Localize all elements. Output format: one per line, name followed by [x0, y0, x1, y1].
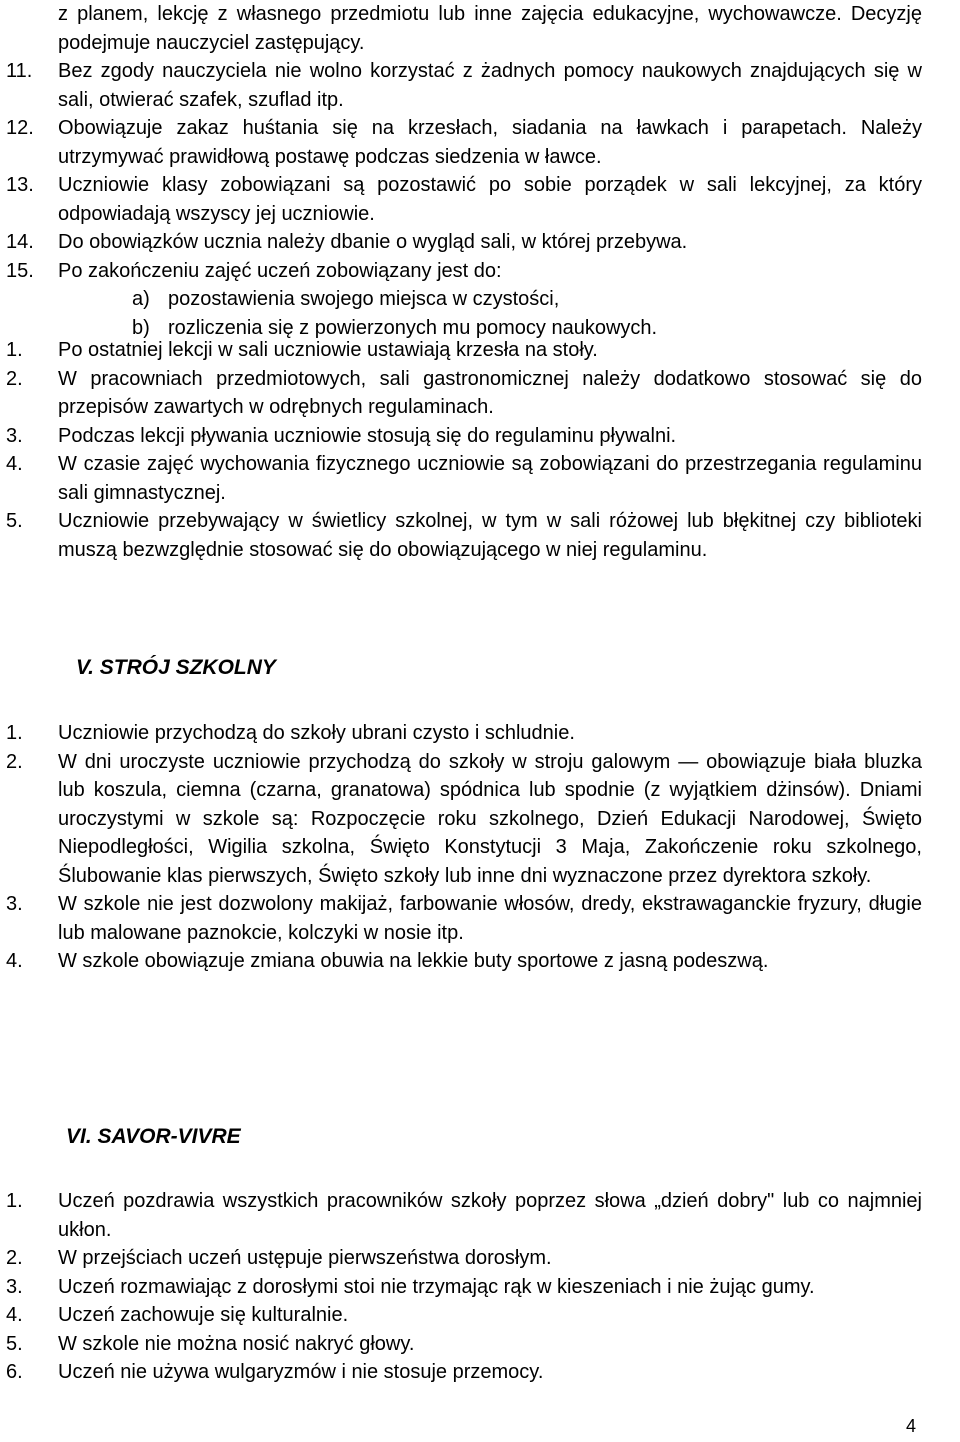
- list-item: [6, 422, 922, 451]
- list-item: [6, 57, 922, 114]
- item-number: 1.: [6, 339, 23, 361]
- item-text: Uczeń rozmawiając z dorosłymi stoi nie trzymając rąk w kieszeniach i nie żując gumy.: [58, 1275, 815, 1298]
- list-item: [6, 1358, 922, 1387]
- etiquette-list: [0, 1187, 922, 1387]
- item-number: 11.: [6, 60, 33, 82]
- item-number: 12.: [6, 117, 34, 139]
- item-text: W pracowniach przedmiotowych, sali gastronomicznej należy dodatkowo stosować się do przepisów zawartych w odrębnych regulaminach.: [58, 367, 922, 418]
- list-item: [6, 228, 922, 257]
- item-text: Po ostatniej lekcji w sali uczniowie ustawiają krzesła na stoły.: [58, 339, 598, 361]
- item-number: 5.: [6, 1332, 23, 1355]
- item-text: W dni uroczyste uczniowie przychodzą do szkoły w stroju galowym — obowiązuje biała bluzka lub koszula, ciemna (czarna, granatowa) spódnica lub spodnie (z wyjątkiem dżinsów). Dniami uroczystymi w szkole są: Rozpoczęcie roku szkolnego, Dzień Edukacji Narodowej, Święto Niepodległości, Wigilia szkolna, Święto Konstytucji 3 Maja, Zakończenie roku szkolnego, Ślubowanie klas pierwszych, Święto szkoły lub inne dni wyznaczone przez dyrektora szkoły.: [58, 750, 922, 887]
- item-number: 1.: [6, 722, 23, 744]
- list-item: [6, 947, 922, 976]
- item-number: 2.: [6, 750, 23, 773]
- list-item: [6, 1187, 922, 1244]
- list-item: [6, 171, 922, 228]
- item-text: W szkole nie jest dozwolony makijaż, farbowanie włosów, dredy, ekstrawaganckie fryzury, długie lub malowane paznokcie, kolczyki w nosie itp.: [58, 893, 922, 944]
- item-text: W szkole nie można nosić nakryć głowy.: [58, 1332, 415, 1355]
- item-text: Do obowiązków ucznia należy dbanie o wygląd sali, w której przebywa.: [58, 231, 688, 253]
- list-item: [6, 748, 922, 891]
- item-text: Uczeń pozdrawia wszystkich pracowników szkoły poprzez słowa „dzień dobry" lub co najmniej ukłon.: [58, 1190, 922, 1241]
- item-number: 15.: [6, 259, 34, 282]
- item-text: Bez zgody nauczyciela nie wolno korzystać z żadnych pomocy naukowych znajdujących się w sali, otwierać szafek, szuflad itp.: [58, 60, 922, 111]
- item-number: 3.: [6, 424, 23, 447]
- item-text: Podczas lekcji pływania uczniowie stosują się do regulaminu pływalni.: [58, 424, 677, 447]
- sub-item-text: pozostawienia swojego miejsca w czystości,: [168, 288, 560, 310]
- list-item: [6, 1273, 922, 1302]
- list-item: [6, 336, 922, 365]
- item-number: 14.: [6, 231, 34, 253]
- section-heading-v: V. STRÓJ SZKOLNY: [76, 656, 276, 679]
- rules-list-second: [0, 336, 922, 564]
- list-item: [6, 1301, 922, 1330]
- item-number: 3.: [6, 1275, 23, 1298]
- item-number: 2.: [6, 1247, 23, 1269]
- dress-code-list: [0, 719, 922, 976]
- sub-item-letter: a): [132, 288, 150, 310]
- item-text: W czasie zajęć wychowania fizycznego uczniowie są zobowiązani do przestrzegania regulaminu sali gimnastycznej.: [58, 453, 922, 504]
- item-number: 5.: [6, 510, 23, 532]
- list-item: [6, 257, 922, 286]
- item-number: 6.: [6, 1361, 23, 1383]
- sub-item-letter: b): [132, 316, 150, 339]
- item-number: 4.: [6, 1304, 23, 1326]
- item-text: Uczniowie przychodzą do szkoły ubrani czysto i schludnie.: [58, 722, 575, 744]
- rules-list-continued: [0, 57, 922, 342]
- item-text: W szkole obowiązuje zmiana obuwia na lekkie buty sportowe z jasną podeszwą.: [58, 950, 769, 972]
- section-heading-vi: VI. SAVOR-VIVRE: [66, 1125, 241, 1148]
- sub-list-item: [132, 285, 908, 314]
- item-text: Uczniowie przebywający w świetlicy szkolnej, w tym w sali różowej lub błękitnej czy biblioteki muszą bezwzględnie stosować się do obowiązującego w niej regulaminu.: [58, 510, 922, 561]
- item-number: 4.: [6, 453, 23, 475]
- page-number: 4: [905, 1416, 916, 1436]
- item-text: Obowiązuje zakaz huśtania się na krzesłach, siadania na ławkach i parapetach. Należy utrzymywać prawidłową postawę podczas siedzenia w ławce.: [58, 117, 922, 168]
- item-number: 1.: [6, 1190, 23, 1212]
- item-text: Uczeń zachowuje się kulturalnie.: [58, 1304, 349, 1326]
- item-number: 13.: [6, 174, 34, 196]
- item-text: Uczeń nie używa wulgaryzmów i nie stosuje przemocy.: [58, 1361, 544, 1383]
- list-item: [6, 1330, 922, 1359]
- item-text: W przejściach uczeń ustępuje pierwszeństwa dorosłym.: [58, 1247, 552, 1269]
- list-item: [6, 450, 922, 507]
- continuation-paragraph: [58, 0, 922, 57]
- item-text: Po zakończeniu zajęć uczeń zobowiązany jest do:: [58, 259, 502, 282]
- sub-item-text: rozliczenia się z powierzonych mu pomocy naukowych.: [168, 316, 658, 339]
- list-item: [6, 890, 922, 947]
- continuation-text: z planem, lekcję z własnego przedmiotu lub inne zajęcia edukacyjne, wychowawcze. Decyzję podejmuje nauczyciel zastępujący.: [58, 3, 922, 54]
- list-item: [6, 365, 922, 422]
- item-number: 4.: [6, 950, 23, 972]
- list-item: [6, 1244, 922, 1273]
- item-number: 3.: [6, 893, 23, 915]
- list-item: [6, 507, 922, 564]
- item-text: Uczniowie klasy zobowiązani są pozostawić po sobie porządek w sali lekcyjnej, za który odpowiadają wszyscy jej uczniowie.: [58, 174, 922, 225]
- item-number: 2.: [6, 367, 23, 390]
- list-item: [6, 719, 922, 748]
- list-item: [6, 114, 922, 171]
